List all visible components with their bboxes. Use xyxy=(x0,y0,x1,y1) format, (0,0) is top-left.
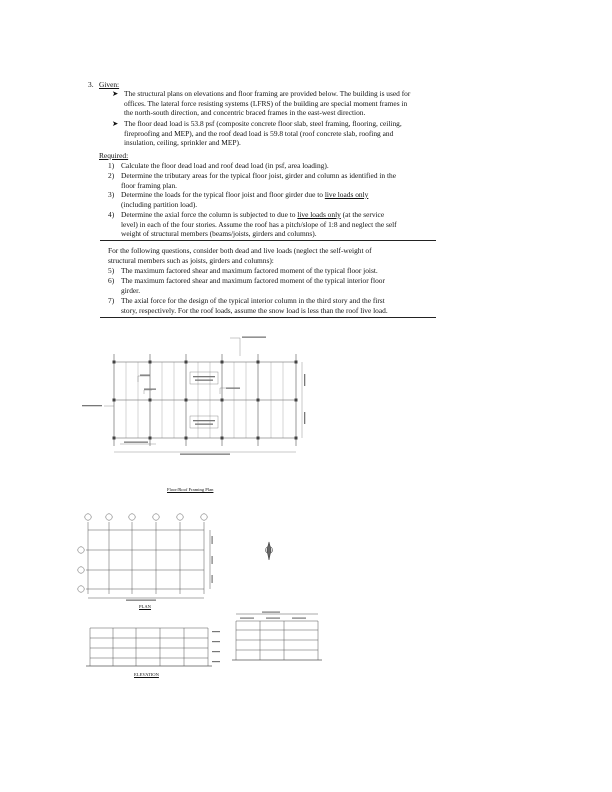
item-line: The maximum factored shear and maximum factored moment of the typical floor joist. xyxy=(121,266,378,275)
item-line: The axial force for the design of the typical interior column in the third story and the first xyxy=(121,296,385,305)
item-line: level) in each of the four stories. Assume the roof has a pitch/slope of 1:8 and neglect the self xyxy=(121,219,397,229)
section-drawing xyxy=(232,608,328,668)
item-line xyxy=(121,190,368,199)
divider xyxy=(100,317,436,318)
item-line: floor framing plan. xyxy=(121,180,178,190)
required-heading: Required: xyxy=(99,151,129,160)
item-line: story, respectively. For the roof loads, assume the snow load is less than the roof live load. xyxy=(121,305,388,315)
given-line: offices. The lateral force resisting systems (LFRS) of the building are special moment frames in xyxy=(124,98,408,108)
item-number: 7) xyxy=(108,296,115,305)
item-line: Calculate the floor dead load and roof dead load (in psf, area loading). xyxy=(121,161,329,170)
item-line: (including partition load). xyxy=(121,199,198,209)
given-line: the north-south direction, and concentric braced frames in the east-west direction. xyxy=(124,108,366,117)
given-line: insulation, ceiling, sprinkler and MEP). xyxy=(124,138,241,147)
given-line: The structural plans on elevations and floor framing are provided below. The building is used for xyxy=(124,89,411,98)
plan-drawing xyxy=(76,512,226,610)
item-number: 6) xyxy=(108,276,115,285)
plan-caption: PLAN xyxy=(139,604,151,609)
item-number: 4) xyxy=(108,210,115,219)
framing-plan-drawing xyxy=(80,332,320,478)
item-line: Determine the tributary areas for the typical floor joist, girder and column as identified in the xyxy=(121,171,397,180)
emphasis-text: live loads only xyxy=(324,190,369,199)
intro-line: structural members such as joists, girders and columns): xyxy=(108,255,274,265)
item-line: The maximum factored shear and maximum factored moment of the typical interior floor xyxy=(121,276,385,285)
item-number: 1) xyxy=(108,161,115,170)
arrow-bullet-icon: ➤ xyxy=(112,119,119,128)
item-line xyxy=(121,210,384,219)
item-text: Determine the axial force the column is subjected to due to xyxy=(121,210,298,219)
problem-number: 3. xyxy=(88,80,94,89)
item-number: 5) xyxy=(108,266,115,275)
given-heading: Given: xyxy=(99,80,120,89)
item-text: Determine the loads for the typical floor joist and floor girder due to xyxy=(121,190,325,199)
emphasis-text: live loads only xyxy=(297,210,341,219)
item-line: girder. xyxy=(121,285,141,295)
item-text: (at the service xyxy=(340,210,385,219)
item-number: 3) xyxy=(108,190,115,199)
item-number: 2) xyxy=(108,171,115,180)
intro-line: For the following questions, consider both dead and live loads (neglect the self-weight of xyxy=(108,246,372,255)
north-arrow-icon xyxy=(264,540,274,562)
elevation-drawing xyxy=(86,620,226,670)
given-line: fireproofing and MEP), and the roof dead load is 59.8 total (roof concrete slab, roofing and xyxy=(124,128,394,138)
arrow-bullet-icon: ➤ xyxy=(112,89,119,98)
divider xyxy=(100,240,436,241)
item-line: weight of structural members (beams/joists, girders and columns). xyxy=(121,229,317,238)
framing-plan-caption: Floor/Roof Framing Plan xyxy=(167,487,214,492)
elevation-caption: ELEVATION xyxy=(134,672,159,677)
given-line: The floor dead load is 53.8 psf (composite concrete floor slab, steel framing, flooring, ceiling, xyxy=(124,119,402,128)
